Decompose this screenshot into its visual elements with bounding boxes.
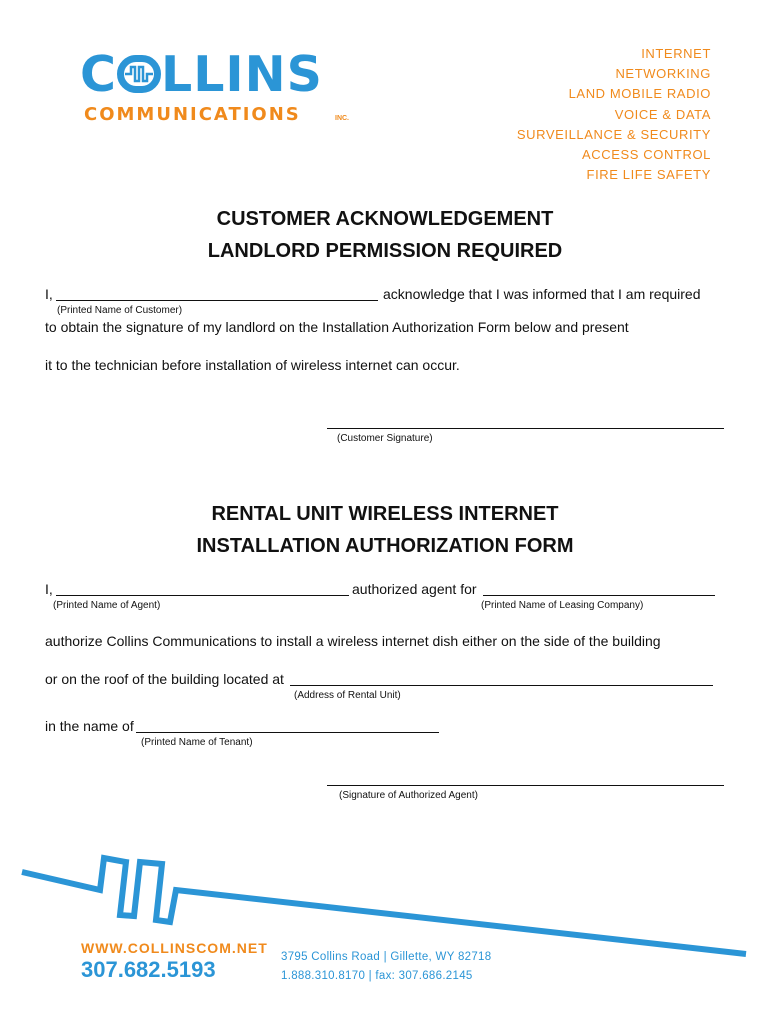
- customer-signature-caption: (Customer Signature): [337, 433, 433, 444]
- section1-title-line2: LANDLORD PERMISSION REQUIRED: [207, 240, 563, 262]
- logo-letter-c: C: [80, 46, 117, 103]
- footer-address: 3795 Collins Road | Gillette, WY 82718: [281, 951, 492, 963]
- tenant-name-field[interactable]: [136, 732, 439, 733]
- customer-printed-name-field[interactable]: [56, 300, 378, 301]
- logo-inc: INC.: [335, 115, 349, 122]
- service-item: INTERNET: [641, 46, 711, 61]
- service-item: LAND MOBILE RADIO: [568, 86, 711, 102]
- agent-i-prefix: I,: [45, 581, 53, 597]
- service-item: ACCESS CONTROL: [581, 147, 711, 163]
- in-name-of-text: in the name of: [45, 718, 134, 734]
- agent-printed-name-field[interactable]: [56, 595, 349, 596]
- agent-name-caption: (Printed Name of Agent): [53, 600, 161, 611]
- footer-phone-fax: 1.888.310.8170 | fax: 307.686.2145: [281, 970, 473, 982]
- service-item: FIRE LIFE SAFETY: [586, 167, 711, 183]
- section1-title-line1: CUSTOMER ACKNOWLEDGEMENT: [216, 208, 554, 230]
- acknowledge-line3: it to the technician before installation of wireless internet can occur.: [45, 357, 460, 373]
- logo-letters-llins: LLINS: [160, 46, 323, 103]
- rental-address-field[interactable]: [290, 685, 713, 686]
- authorized-agent-text: authorized agent for: [352, 581, 477, 597]
- logo-signal-o-icon: [117, 55, 161, 93]
- authorize-text: authorize Collins Communications to install a wireless internet dish either on the side of the building: [45, 633, 661, 649]
- acknowledge-text: acknowledge that I was informed that I am required: [383, 286, 701, 302]
- service-item: NETWORKING: [615, 66, 711, 82]
- section2-title-line1: RENTAL UNIT WIRELESS INTERNET: [211, 503, 559, 525]
- address-caption: (Address of Rental Unit): [294, 690, 401, 701]
- company-logo: [80, 46, 323, 103]
- roof-text: or on the roof of the building located at: [45, 671, 284, 687]
- footer-phone: 307.682.5193: [81, 957, 216, 982]
- section2-title-line2: INSTALLATION AUTHORIZATION FORM: [196, 535, 574, 557]
- printed-name-caption: (Printed Name of Customer): [57, 305, 183, 316]
- agent-signature-caption: (Signature of Authorized Agent): [339, 790, 478, 801]
- logo-subtitle: COMMUNICATIONS: [84, 104, 301, 125]
- customer-signature-field[interactable]: [327, 428, 724, 429]
- customer-i-prefix: I,: [45, 286, 53, 302]
- services-list: [517, 44, 711, 185]
- tenant-caption: (Printed Name of Tenant): [141, 737, 253, 748]
- leasing-company-caption: (Printed Name of Leasing Company): [481, 600, 644, 611]
- service-item: VOICE & DATA: [614, 106, 711, 122]
- leasing-company-field[interactable]: [483, 595, 715, 596]
- acknowledge-line2: to obtain the signature of my landlord on the Installation Authorization Form below and present: [45, 319, 629, 335]
- service-item: SURVEILLANCE & SECURITY: [516, 126, 711, 142]
- agent-signature-field[interactable]: [327, 785, 724, 786]
- footer-website[interactable]: WWW.COLLINSCOM.NET: [81, 940, 268, 956]
